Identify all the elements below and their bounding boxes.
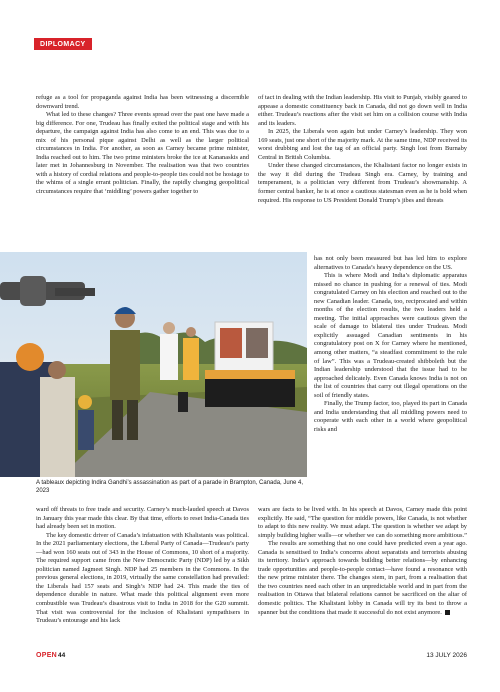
paragraph: wars are facts to be lived with. In his speech at Davos, Carney made this point explicitly. He said, “The question for middle powers, like Canada, is not whether to adapt to this new reality. We must adapt. The question is whether we adapt by simply building higher walls—or whether we can do something more ambitious.”: [258, 506, 467, 539]
paragraph: refuge as a tool for propaganda against India has been witnessing a discernible downward trend.: [36, 94, 249, 110]
paragraph: In 2025, the Liberals won again but under Carney’s leadership. They won 169 seats, just one short of the majority mark. At the same time, NDP received its worst drubbing and lost the tag of an official party. Singh lost from Burnaby Central in British Columbia.: [258, 128, 467, 161]
paragraph: The key domestic driver of Canada’s infatuation with Khalistanis was political. In the 2021 parliamentary elections, the Liberal Party of Canada—Trudeau’s party—had won 160 seats out of 343 in the House of Commons, 10 short of a majority. The required support came from the New Democratic Party (NDP) led by a Sikh politician named Jagmeet Singh. NDP had 25 members in the Commons. In the previous general elections, in 2019, virtually the same constellation had prevailed: the Liberals had 157 seats and Singh’s NDP had 24. This made the ties of dependence durable in nature. What made this political alignment even more combustible was Trudeau’s disastrous visit to India in 2018 for the G20 summit. That visit was controversial for the inclusion of Khalistani sympathisers in Trudeau’s entourage and his lack: [36, 531, 249, 625]
paragraph-text: The results are something that no one could have predicted even a year ago. Canada is sensitised to India’s concerns about separatists and terrorists abusing its territory. India’s approach towards building better relations—by enhancing trade opportunities and people-to-people contact—have found a resonance with the new prime minister there. The changes stem, in part, from a realisation that the two countries need each other in an unpredictable world and in part from the realisation in Ottawa that bilateral relations cannot be sacrificed on the altar of domestic politics. The Khalistani lobby in Canada will try its best to throw a spanner but the conditions that made it successful do not exist anymore.: [258, 540, 467, 616]
page-number: 44: [58, 652, 66, 659]
paragraph: Under these changed circumstances, the Khalistani factor no longer exists in the way it did during the Trudeau Singh era. Carney, by training and temperament, is a politician very different from Trudeau’s showmanship. A former central banker, he is at once a cautious statesman even as he is bold when required. His response to US President Donald Trump’s jibes and threats: [258, 162, 467, 204]
paragraph: of tact in dealing with the Indian leadership. His visit to Punjab, visibly geared to appease a domestic constituency back in Canada, did not go down well in India either. Trudeau’s reactions after the visit set him on a collision course with India and its leaders.: [258, 94, 467, 127]
photo-caption: A tableaux depicting Indira Gandhi’s assassination as part of a parade in Brampton, Canada, June 4, 2023: [36, 480, 304, 494]
article-column-right-bottom: [258, 506, 467, 617]
issue-date: 13 JULY 2026: [426, 652, 467, 659]
paragraph: ward off threats to free trade and security. Carney’s much-lauded speech at Davos in January this year made this clear. By that time, efforts to reset India-Canada ties had already been set in motion.: [36, 506, 249, 531]
paragraph: [258, 540, 467, 617]
parade-photo: [0, 252, 307, 477]
paragraph: has not only been measured but has led him to explore alternatives to Canada’s heavy dependence on the US.: [314, 255, 467, 271]
article-column-right-top: [258, 94, 467, 205]
magazine-logo: OPEN: [36, 652, 58, 659]
paragraph: Finally, the Trump factor, too, played its part in Canada and India understanding that all middling powers need to cooperate with each other in a world where geopolitical risks and: [314, 400, 467, 433]
end-of-article-mark: [445, 610, 450, 615]
article-column-right-middle: [314, 255, 467, 434]
page-footer: [36, 652, 467, 664]
article-column-left-bottom: [36, 506, 249, 626]
paragraph: What led to these changes? Three events spread over the past one have made a big difference. For one, Trudeau has finally exited the political stage and with his departure, the campaign against India has also come to an end. This was due to a mix of his personal pique against Delhi as well as the larger political circumstances in India. For another, as soon as Carney became prime minister, India reached out to him. The two prime ministers broke the ice at Kananaskis and later met in Johannesburg in November. The realisation was that two countries with a history of cordial relations and people-to-people ties could not be hostage to the whims of a single errant politician. Finally, the rapidly changing geopolitical circumstances require that ‘middling’ powers gather together to: [36, 111, 249, 196]
section-tag: DIPLOMACY: [34, 38, 92, 50]
parade-photo-illustration: [0, 252, 307, 477]
article-column-left-top: [36, 94, 249, 197]
paragraph: This is where Modi and India’s diplomatic apparatus missed no chance in pushing for a renewal of ties. Modi congratulated Carney on his election and reached out to the new Canadian leader. Canada, too, reciprocated and within months of the election results, the two leaders held a meeting. The initial approaches were cautious given the scale of damage to bilateral ties under Trudeau. Modi explicitly assuaged Canadian sentiments in his congratulatory post on X for Carney where he mentioned, among other matters, “a steadfast commitment to the rule of law”. This was a Trudeau-created shibboleth but the Indian leadership understood that the issue had to be approached delicately. Even Canada knows India is not on the list of countries that carry out illegal operations on the soil of friendly states.: [314, 272, 467, 399]
